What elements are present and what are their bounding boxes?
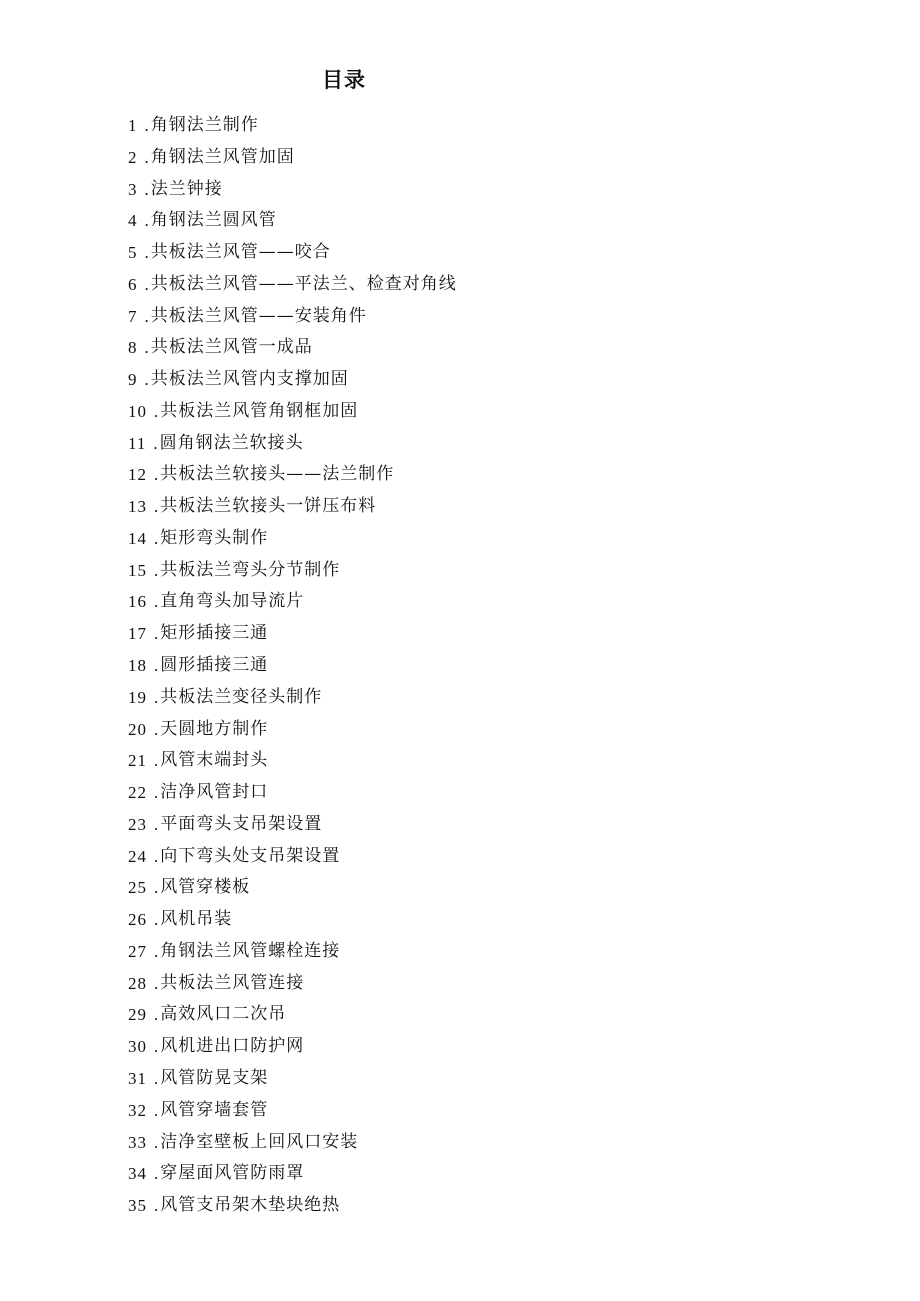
toc-item-label: 共板法兰风管——咬合 bbox=[150, 242, 331, 263]
toc-item-label: 角钢法兰圆风管 bbox=[150, 210, 277, 231]
toc-item-number: 29 bbox=[128, 1005, 147, 1025]
toc-item-label: 高效风口二次吊 bbox=[160, 1004, 287, 1025]
toc-item-number: 34 bbox=[128, 1164, 147, 1184]
toc-item-label: 风管穿墙套管 bbox=[160, 1099, 269, 1120]
toc-item-separator: . bbox=[154, 751, 159, 771]
toc-item-separator: . bbox=[144, 211, 149, 231]
toc-item-label: 风机吊装 bbox=[160, 909, 233, 930]
toc-item-separator: . bbox=[154, 497, 159, 517]
toc-item[interactable] bbox=[128, 650, 457, 682]
toc-item[interactable] bbox=[128, 1127, 457, 1159]
toc-item-label: 共板法兰风管——安装角件 bbox=[150, 305, 367, 326]
toc-item-separator: . bbox=[154, 401, 159, 421]
toc-item-separator: . bbox=[154, 1068, 159, 1088]
toc-item-label: 角钢法兰风管加固 bbox=[150, 146, 295, 167]
toc-item[interactable] bbox=[128, 872, 457, 904]
toc-item[interactable] bbox=[128, 110, 457, 142]
toc-item[interactable] bbox=[128, 999, 457, 1031]
toc-item-number: 7 bbox=[128, 306, 138, 326]
toc-item-label: 矩形插接三通 bbox=[160, 623, 269, 644]
toc-item-number: 25 bbox=[128, 878, 147, 898]
toc-item-separator: . bbox=[154, 783, 159, 803]
toc-item-number: 20 bbox=[128, 719, 147, 739]
toc-item-separator: . bbox=[154, 1005, 159, 1025]
toc-item[interactable] bbox=[128, 841, 457, 873]
toc-item[interactable] bbox=[128, 745, 457, 777]
toc-item[interactable] bbox=[128, 1095, 457, 1127]
toc-item-label: 风管支吊架木垫块绝热 bbox=[160, 1195, 341, 1216]
toc-item-number: 1 bbox=[128, 116, 138, 135]
toc-item[interactable] bbox=[128, 142, 457, 174]
toc-item-label: 共板法兰风管连接 bbox=[160, 972, 305, 993]
toc-item-number: 6 bbox=[128, 274, 138, 294]
toc-item-separator: . bbox=[154, 465, 159, 485]
toc-item-label: 共板法兰风管——平法兰、检查对角线 bbox=[150, 273, 457, 294]
toc-item-separator: . bbox=[144, 179, 149, 199]
toc-item[interactable] bbox=[128, 269, 457, 301]
toc-item-label: 共板法兰软接头——法兰制作 bbox=[160, 464, 395, 485]
toc-item-number: 13 bbox=[128, 497, 147, 517]
toc-item-number: 22 bbox=[128, 783, 147, 803]
toc-item-number: 24 bbox=[128, 846, 147, 866]
toc-item-separator: . bbox=[154, 560, 159, 580]
toc-item-label: 角钢法兰制作 bbox=[150, 115, 259, 135]
toc-item-separator: . bbox=[154, 656, 159, 676]
toc-item-number: 8 bbox=[128, 338, 138, 358]
toc-item-label: 直角弯头加导流片 bbox=[160, 591, 305, 612]
toc-item-separator: . bbox=[153, 433, 158, 453]
toc-item-separator: . bbox=[144, 147, 149, 167]
toc-item[interactable] bbox=[128, 682, 457, 714]
toc-item[interactable] bbox=[128, 491, 457, 523]
toc-item-separator: . bbox=[154, 1164, 159, 1184]
toc-item-label: 共板法兰变径头制作 bbox=[160, 686, 323, 707]
toc-item-number: 18 bbox=[128, 656, 147, 676]
toc-item-number: 27 bbox=[128, 941, 147, 961]
toc-item-label: 风机进出口防护网 bbox=[160, 1036, 305, 1057]
toc-item[interactable] bbox=[128, 1063, 457, 1095]
toc-item[interactable] bbox=[128, 428, 457, 460]
toc-item-number: 11 bbox=[128, 433, 147, 453]
toc-item[interactable] bbox=[128, 968, 457, 1000]
toc-item-separator: . bbox=[154, 1132, 159, 1152]
toc-item-number: 32 bbox=[128, 1100, 147, 1120]
toc-item-label: 风管穿楼板 bbox=[160, 877, 251, 898]
toc-item-number: 35 bbox=[128, 1196, 147, 1216]
toc-item[interactable] bbox=[128, 332, 457, 364]
toc-item-label: 共板法兰弯头分节制作 bbox=[160, 559, 341, 580]
toc-item-separator: . bbox=[154, 719, 159, 739]
toc-item-separator: . bbox=[154, 814, 159, 834]
toc-item-label: 圆形插接三通 bbox=[160, 655, 269, 676]
toc-item-label: 向下弯头处支吊架设置 bbox=[160, 845, 341, 866]
toc-item-separator: . bbox=[154, 846, 159, 866]
toc-item[interactable] bbox=[128, 618, 457, 650]
toc-item-separator: . bbox=[154, 528, 159, 548]
toc-item-label: 圆角钢法兰软接头 bbox=[159, 432, 304, 453]
toc-item-separator: . bbox=[154, 1037, 159, 1057]
toc-item[interactable] bbox=[128, 301, 457, 333]
toc-item-number: 23 bbox=[128, 814, 147, 834]
toc-item-label: 洁净风管封口 bbox=[160, 782, 269, 803]
toc-item-label: 平面弯头支吊架设置 bbox=[160, 813, 323, 834]
toc-item[interactable] bbox=[128, 809, 457, 841]
toc-item-separator: . bbox=[144, 116, 149, 135]
toc-item-separator: . bbox=[154, 687, 159, 707]
toc-item-number: 9 bbox=[128, 370, 138, 390]
toc-item[interactable] bbox=[128, 237, 457, 269]
toc-item[interactable] bbox=[128, 523, 457, 555]
toc-item-number: 3 bbox=[128, 179, 138, 199]
toc-item[interactable] bbox=[128, 396, 457, 428]
toc-item-number: 2 bbox=[128, 147, 138, 167]
toc-item[interactable] bbox=[128, 777, 457, 809]
toc-item[interactable] bbox=[128, 174, 457, 206]
toc-item-number: 10 bbox=[128, 401, 147, 421]
toc-item-number: 30 bbox=[128, 1037, 147, 1057]
toc-item-label: 共板法兰风管角钢框加固 bbox=[160, 400, 359, 421]
toc-item-separator: . bbox=[154, 973, 159, 993]
toc-item-separator: . bbox=[154, 592, 159, 612]
toc-item[interactable] bbox=[128, 714, 457, 746]
toc-item-label: 穿屋面风管防雨罩 bbox=[160, 1163, 305, 1184]
toc-item[interactable] bbox=[128, 1158, 457, 1190]
toc-item-number: 21 bbox=[128, 751, 147, 771]
toc-item[interactable] bbox=[128, 936, 457, 968]
toc-item[interactable] bbox=[128, 586, 457, 618]
toc-item-number: 12 bbox=[128, 465, 147, 485]
toc-item[interactable] bbox=[128, 1031, 457, 1063]
toc-item-label: 共板法兰风管内支撑加固 bbox=[150, 369, 349, 390]
toc-item[interactable] bbox=[128, 1190, 457, 1222]
toc-item-label: 法兰钟接 bbox=[150, 178, 223, 199]
toc-item[interactable] bbox=[128, 205, 457, 237]
toc-item-label: 洁净室壁板上回风口安装 bbox=[160, 1131, 359, 1152]
toc-item-number: 14 bbox=[128, 528, 147, 548]
toc-item-separator: . bbox=[144, 274, 149, 294]
toc-item-separator: . bbox=[144, 243, 149, 263]
toc-item[interactable] bbox=[128, 364, 457, 396]
toc-item-number: 33 bbox=[128, 1132, 147, 1152]
toc-item-number: 31 bbox=[128, 1068, 147, 1088]
toc-item-separator: . bbox=[144, 306, 149, 326]
toc-item-number: 19 bbox=[128, 687, 147, 707]
toc-item[interactable] bbox=[128, 459, 457, 491]
toc-item-label: 风管防晃支架 bbox=[160, 1067, 269, 1088]
toc-item[interactable] bbox=[128, 904, 457, 936]
toc-item-number: 5 bbox=[128, 243, 138, 263]
toc-item-label: 风管末端封头 bbox=[160, 750, 269, 771]
toc-list bbox=[128, 110, 457, 1222]
toc-item-separator: . bbox=[154, 910, 159, 930]
toc-item-separator: . bbox=[154, 1196, 159, 1216]
toc-item-label: 共板法兰软接头一饼压布料 bbox=[160, 496, 377, 517]
toc-item-separator: . bbox=[154, 1100, 159, 1120]
toc-item-separator: . bbox=[154, 878, 159, 898]
toc-item-number: 4 bbox=[128, 211, 138, 231]
toc-item-number: 16 bbox=[128, 592, 147, 612]
toc-item-separator: . bbox=[154, 624, 159, 644]
toc-item-label: 共板法兰风管一成品 bbox=[150, 337, 313, 358]
toc-item-label: 矩形弯头制作 bbox=[160, 527, 269, 548]
toc-item-number: 17 bbox=[128, 624, 147, 644]
toc-item-number: 26 bbox=[128, 910, 147, 930]
toc-item-number: 28 bbox=[128, 973, 147, 993]
toc-title: 目录 bbox=[322, 68, 366, 92]
toc-item[interactable] bbox=[128, 555, 457, 587]
toc-item-number: 15 bbox=[128, 560, 147, 580]
toc-item-label: 角钢法兰风管螺栓连接 bbox=[160, 940, 341, 961]
toc-item-separator: . bbox=[154, 941, 159, 961]
toc-item-separator: . bbox=[144, 370, 149, 390]
toc-item-separator: . bbox=[144, 338, 149, 358]
toc-item-label: 天圆地方制作 bbox=[160, 718, 269, 739]
